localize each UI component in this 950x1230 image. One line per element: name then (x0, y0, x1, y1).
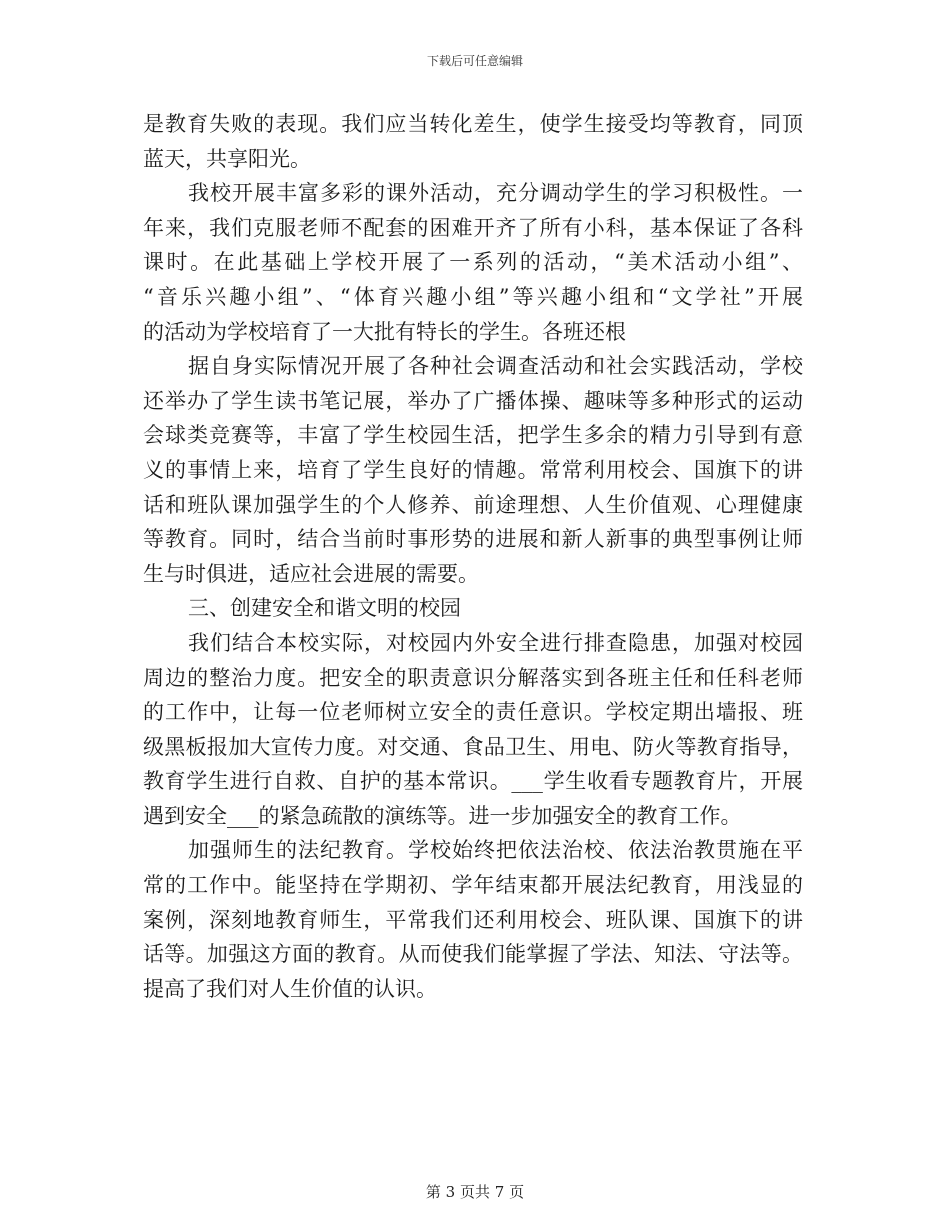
text-line: 遇到安全___的紧急疏散的演练等。进一步加强安全的教育工作。 (143, 803, 742, 828)
section-heading: 三、创建安全和谐文明的校园 (188, 596, 461, 621)
text-line: 级黑板报加大宣传力度。对交通、食品卫生、用电、防火等教育指导， (143, 734, 803, 759)
document-body (143, 107, 803, 1006)
text-line: 还举办了学生读书笔记展，举办了广播体操、趣味等多种形式的运动 (143, 388, 803, 413)
text-line: 等教育。同时，结合当前时事形势的进展和新人新事的典型事例让师 (143, 527, 803, 552)
text-line: 年来，我们克服老师不配套的困难开齐了所有小科，基本保证了各科 (143, 215, 803, 240)
text-line: 义的事情上来，培育了学生良好的情趣。常常利用校会、国旗下的讲 (143, 457, 803, 482)
text-line: 话等。加强这方面的教育。从而使我们能掌握了学法、知法、守法等。 (143, 942, 803, 967)
page-number: 第 3 页共 7 页 (425, 1183, 525, 1201)
text-line: 是教育失败的表现。我们应当转化差生，使学生接受均等教育，同顶 (143, 112, 803, 136)
text-line: 会球类竞赛等，丰富了学生校园生活，把学生多余的精力引导到有意 (143, 423, 803, 448)
text-line: “音乐兴趣小组”、“体育兴趣小组”等兴趣小组和“文学社”开展 (143, 284, 803, 309)
text-line: 案例，深刻地教育师生，平常我们还利用校会、班队课、国旗下的讲 (143, 907, 803, 932)
text-line: 我校开展丰富多彩的课外活动，充分调动学生的学习积极性。一 (188, 181, 803, 206)
page-header: 下载后可任意编辑 (426, 54, 523, 68)
text-line: 常的工作中。能坚持在学期初、学年结束都开展法纪教育，用浅显的 (143, 873, 803, 898)
text-line: 生与时俱进，适应社会进展的需要。 (143, 561, 479, 586)
text-line: 的活动为学校培育了一大批有特长的学生。各班还根 (143, 319, 626, 344)
text-line: 课时。在此基础上学校开展了一系列的活动，“美术活动小组”、 (143, 250, 803, 275)
text-line: 周边的整治力度。把安全的职责意识分解落实到各班主任和任科老师 (143, 665, 803, 690)
text-line: 提高了我们对人生价值的认识。 (143, 976, 437, 1001)
text-line: 我们结合本校实际，对校园内外安全进行排查隐患，加强对校园 (188, 630, 803, 655)
text-line: 教育学生进行自救、自护的基本常识。___学生收看专题教育片，开展 (143, 769, 803, 794)
text-line: 加强师生的法纪教育。学校始终把依法治校、依法治教贯施在平 (188, 838, 803, 863)
text-line: 据自身实际情况开展了各种社会调查活动和社会实践活动，学校 (188, 354, 803, 379)
text-line: 蓝天，共享阳光。 (143, 146, 311, 171)
text-line: 的工作中，让每一位老师树立安全的责任意识。学校定期出墙报、班 (143, 700, 803, 725)
text-line: 话和班队课加强学生的个人修养、前途理想、人生价值观、心理健康 (143, 492, 803, 517)
